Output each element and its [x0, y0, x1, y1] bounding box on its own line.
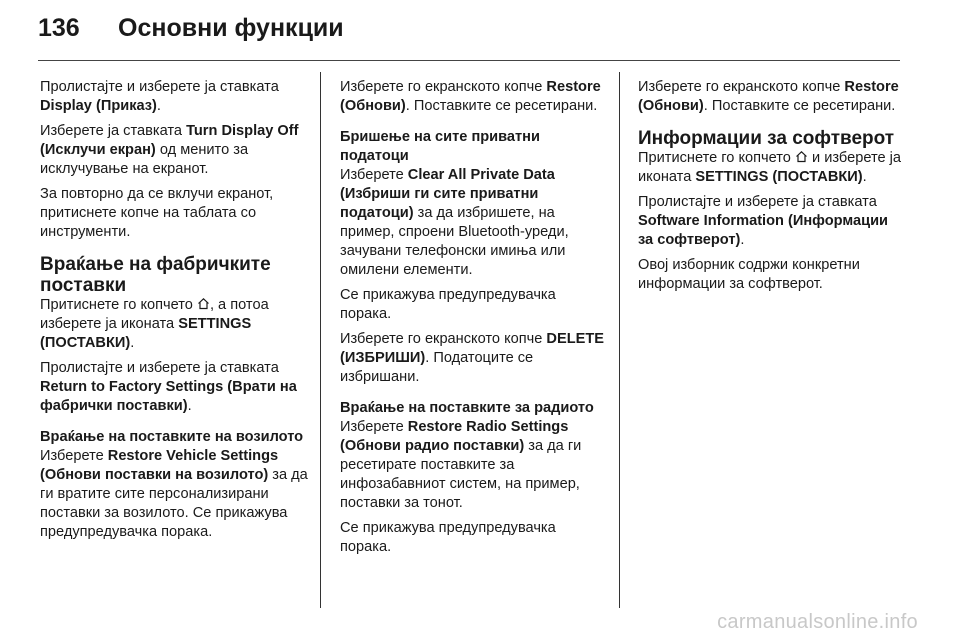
paragraph: Изберете го екранското копче DELETE (ИЗБРИШИ). Податоците се избришани.	[340, 331, 604, 385]
column-2	[340, 78, 608, 563]
subsection-heading-private-data: Бришење на сите приватни податоци	[340, 129, 540, 164]
paragraph: Пролистајте и изберете ја ставката Display (Приказ).	[40, 79, 279, 114]
header-divider	[38, 60, 900, 61]
paragraph: Изберете Restore Vehicle Settings (Обнови поставки на возилото) за да ги вратите сите персонализирани поставки за возилото. Се прикажува предупредувачка порака.	[40, 448, 308, 540]
paragraph: Изберете го екранското копче Restore (Обнови). Поставките се ресетирани.	[638, 79, 899, 114]
paragraph: Изберете го екранското копче Restore (Обнови). Поставките се ресетирани.	[340, 79, 601, 114]
section-heading-software: Информации за софтверот	[638, 128, 895, 149]
paragraph: Овој изборник содржи конкретни информации за софтверот.	[638, 257, 860, 292]
page-title: Основни функции	[118, 14, 344, 42]
column-divider-2	[619, 72, 620, 608]
paragraph: Изберете Restore Radio Settings (Обнови радио поставки) за да ги ресетирате поставките за инфозабавниот систем, на пример, поставки за тонот.	[340, 419, 582, 511]
section-heading-factory: Враќање на фабричките поставки	[40, 254, 271, 296]
paragraph: Пролистајте и изберете ја ставката Return to Factory Settings (Врати на фабрички поставки).	[40, 360, 297, 414]
paragraph: Се прикажува предупредувачка порака.	[340, 287, 556, 322]
paragraph: Притиснете го копчето , а потоа изберете ја иконата SETTINGS (ПОСТАВКИ).	[40, 297, 269, 351]
subsection-heading-radio: Враќање на поставките за радиото	[340, 400, 594, 416]
page-header	[38, 14, 344, 43]
subsection-heading-vehicle: Враќање на поставките на возилото	[40, 429, 304, 445]
column-3	[638, 78, 906, 300]
paragraph: Изберете ја ставката Turn Display Off (Исклучи екран) од менито за исклучување на екранот.	[40, 123, 299, 177]
column-divider-1	[320, 72, 321, 608]
paragraph: За повторно да се вклучи екранот, притиснете копче на таблата со инструменти.	[40, 186, 274, 240]
home-icon	[795, 150, 808, 163]
page-number: 136	[38, 14, 80, 42]
home-icon	[197, 297, 210, 310]
paragraph: Изберете Clear All Private Data (Избриши ги сите приватни податоци) за да избришете, на пример, спроени Bluetooth-уреди, зачувани телефонски имиња или омилени елементи.	[340, 167, 569, 278]
paragraph: Се прикажува предупредувачка порака.	[340, 520, 556, 555]
watermark: carmanualsonline.info	[717, 611, 918, 633]
column-1	[40, 78, 308, 548]
paragraph: Пролистајте и изберете ја ставката Software Information (Информации за софтверот).	[638, 194, 889, 248]
paragraph: Притиснете го копчето и изберете ја иконата SETTINGS (ПОСТАВКИ).	[638, 150, 902, 185]
